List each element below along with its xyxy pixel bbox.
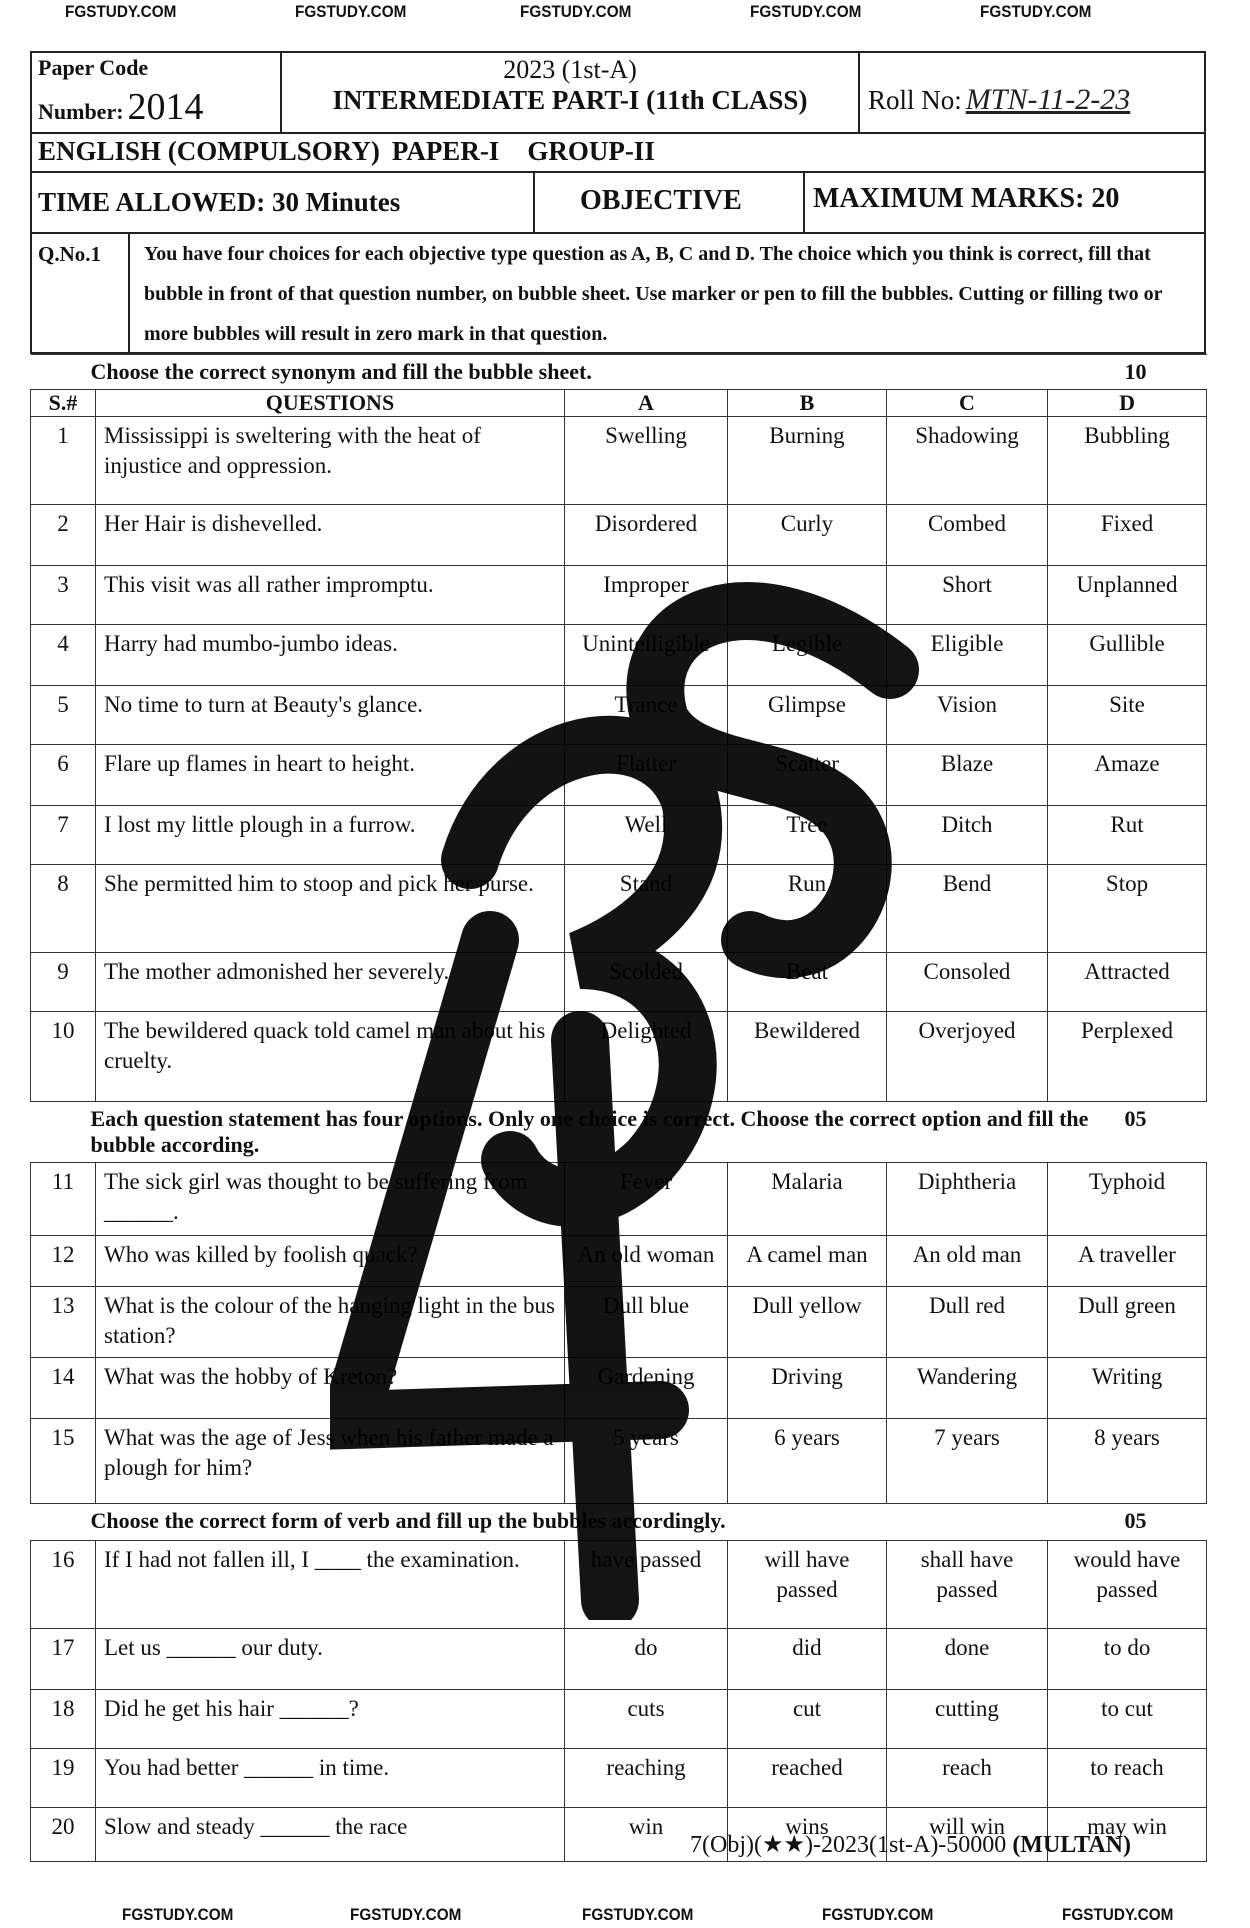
section-header — [31, 1504, 1207, 1541]
column-header: B — [728, 390, 887, 417]
marks-box — [805, 173, 1206, 234]
question-number: 9 — [31, 953, 96, 1012]
section-header — [31, 1102, 1207, 1163]
table-row — [31, 1690, 1207, 1749]
option-a: 5 years — [565, 1419, 728, 1504]
option-d: Dull green — [1048, 1287, 1207, 1358]
option-b — [728, 566, 887, 625]
option-a: win — [565, 1808, 728, 1862]
section-title-cell — [31, 1504, 1207, 1541]
option-d: Gullible — [1048, 625, 1207, 686]
table-row — [31, 1419, 1207, 1504]
option-d: to do — [1048, 1629, 1207, 1690]
option-c: Ditch — [887, 806, 1048, 865]
roll-value[interactable]: MTN-11-2-23 — [965, 83, 1131, 116]
question-text: Harry had mumbo-jumbo ideas. — [96, 625, 565, 686]
section-title-cell — [31, 355, 1207, 390]
question-text: Her Hair is dishevelled. — [96, 505, 565, 566]
question-number: 14 — [31, 1358, 96, 1419]
watermark: FGSTUDY.COM — [295, 2, 407, 21]
roll-box — [860, 51, 1206, 134]
option-c: Overjoyed — [887, 1012, 1048, 1102]
option-a: Scolded — [565, 953, 728, 1012]
watermark: FGSTUDY.COM — [65, 2, 177, 21]
option-b: Malaria — [728, 1163, 887, 1236]
section-marks: 05 — [1124, 1508, 1147, 1533]
question-number: 3 — [31, 566, 96, 625]
question-text: If I had not fallen ill, I ____ the examination. — [96, 1541, 565, 1629]
table-row — [31, 505, 1207, 566]
option-a: Trance — [565, 686, 728, 745]
option-b: reached — [728, 1749, 887, 1808]
watermark: FGSTUDY.COM — [750, 2, 862, 21]
option-b: wins — [728, 1808, 887, 1862]
option-b: 6 years — [728, 1419, 887, 1504]
type-box — [535, 173, 805, 234]
question-number: 8 — [31, 865, 96, 953]
option-b: Beat — [728, 953, 887, 1012]
option-c: reach — [887, 1749, 1048, 1808]
option-b: Burning — [728, 417, 887, 505]
option-c: Consoled — [887, 953, 1048, 1012]
paper-type: OBJECTIVE — [580, 185, 742, 216]
option-c: Eligible — [887, 625, 1048, 686]
option-a: An old woman — [565, 1236, 728, 1287]
question-number: 5 — [31, 686, 96, 745]
question-number: 2 — [31, 505, 96, 566]
watermark: FGSTUDY.COM — [122, 1905, 234, 1924]
option-a: Well — [565, 806, 728, 865]
option-c: Short — [887, 566, 1048, 625]
question-number: 1 — [31, 417, 96, 505]
paper-footer-code: 7(Obj)(★★)-2023(1st-A)-50000 — [690, 1832, 1007, 1858]
question-text: She permitted him to stoop and pick her purse. — [96, 865, 565, 953]
time-box — [30, 173, 535, 234]
question-number: 15 — [31, 1419, 96, 1504]
table-row — [31, 1012, 1207, 1102]
table-row — [31, 1541, 1207, 1629]
option-d: Bubbling — [1048, 417, 1207, 505]
table-row — [31, 953, 1207, 1012]
option-d: Typhoid — [1048, 1163, 1207, 1236]
table-row — [31, 625, 1207, 686]
option-a: do — [565, 1629, 728, 1690]
option-b: Driving — [728, 1358, 887, 1419]
option-b: Bewildered — [728, 1012, 887, 1102]
exam-title: INTERMEDIATE PART-I (11th CLASS) — [332, 85, 808, 115]
table-row — [31, 806, 1207, 865]
number-label: Number: — [38, 99, 124, 124]
column-headers — [31, 390, 1207, 417]
table-row — [31, 865, 1207, 953]
question-text: I lost my little plough in a furrow. — [96, 806, 565, 865]
option-b: Run — [728, 865, 887, 953]
question-text: Slow and steady ______ the race — [96, 1808, 565, 1862]
option-b: A camel man — [728, 1236, 887, 1287]
watermark: FGSTUDY.COM — [822, 1905, 934, 1924]
option-a: Disordered — [565, 505, 728, 566]
question-number: 10 — [31, 1012, 96, 1102]
option-c: cutting — [887, 1690, 1048, 1749]
option-b: Tree — [728, 806, 887, 865]
question-number: 7 — [31, 806, 96, 865]
table-row — [31, 566, 1207, 625]
option-d: to cut — [1048, 1690, 1207, 1749]
option-d: Writing — [1048, 1358, 1207, 1419]
option-a: Fever — [565, 1163, 728, 1236]
option-a: Flatter — [565, 745, 728, 806]
table-row — [31, 1163, 1207, 1236]
qno-box — [30, 234, 130, 354]
option-c: Vision — [887, 686, 1048, 745]
option-c: will win — [887, 1808, 1048, 1862]
option-a: Dull blue — [565, 1287, 728, 1358]
option-c: An old man — [887, 1236, 1048, 1287]
option-b: Glimpse — [728, 686, 887, 745]
question-number: 13 — [31, 1287, 96, 1358]
section-title-cell — [31, 1102, 1207, 1163]
option-a: reaching — [565, 1749, 728, 1808]
option-d: A traveller — [1048, 1236, 1207, 1287]
option-b: Curly — [728, 505, 887, 566]
watermark: FGSTUDY.COM — [582, 1905, 694, 1924]
section-title: Each question statement has four options. Only one choice is correct. Choose the correct option and fill the bubble according. — [90, 1106, 1089, 1157]
option-b: cut — [728, 1690, 887, 1749]
option-c: Wandering — [887, 1358, 1048, 1419]
option-c: shall have passed — [887, 1541, 1048, 1629]
question-text: What was the age of Jess when his father made a plough for him? — [96, 1419, 565, 1504]
column-header: A — [565, 390, 728, 417]
option-d: Amaze — [1048, 745, 1207, 806]
watermark: FGSTUDY.COM — [350, 1905, 462, 1924]
question-text: Who was killed by foolish quack? — [96, 1236, 565, 1287]
table-row — [31, 1358, 1207, 1419]
option-a: Unintelligible — [565, 625, 728, 686]
option-d: Site — [1048, 686, 1207, 745]
paper-code-box — [30, 51, 282, 134]
option-c: done — [887, 1629, 1048, 1690]
option-b: did — [728, 1629, 887, 1690]
section-title: Choose the correct form of verb and fill up the bubbles accordingly. — [90, 1508, 726, 1533]
question-text: What was the hobby of Kreton? — [96, 1358, 565, 1419]
column-header: D — [1048, 390, 1207, 417]
option-c: Blaze — [887, 745, 1048, 806]
question-text: This visit was all rather impromptu. — [96, 566, 565, 625]
footer-code — [690, 1830, 1131, 1859]
option-c: 7 years — [887, 1419, 1048, 1504]
column-header: S.# — [31, 390, 96, 417]
question-number: 16 — [31, 1541, 96, 1629]
option-d: 8 years — [1048, 1419, 1207, 1504]
subject: ENGLISH (COMPULSORY) — [38, 136, 380, 166]
option-d: Rut — [1048, 806, 1207, 865]
table-row — [31, 1749, 1207, 1808]
option-d: to reach — [1048, 1749, 1207, 1808]
question-text: No time to turn at Beauty's glance. — [96, 686, 565, 745]
question-number: 17 — [31, 1629, 96, 1690]
paper-code: 2014 — [127, 86, 204, 128]
option-c: Combed — [887, 505, 1048, 566]
question-text: Mississippi is sweltering with the heat of injustice and oppression. — [96, 417, 565, 505]
option-a: Delighted — [565, 1012, 728, 1102]
option-b: Scatter — [728, 745, 887, 806]
table-row — [31, 417, 1207, 505]
section-header — [31, 355, 1207, 390]
question-number: 20 — [31, 1808, 96, 1862]
group: GROUP-II — [527, 136, 655, 166]
subject-row — [30, 134, 1206, 173]
column-header: QUESTIONS — [96, 390, 565, 417]
option-c: Dull red — [887, 1287, 1048, 1358]
question-text: The mother admonished her severely. — [96, 953, 565, 1012]
option-a: Gardening — [565, 1358, 728, 1419]
question-number: 18 — [31, 1690, 96, 1749]
option-d: Unplanned — [1048, 566, 1207, 625]
question-text: Let us ______ our duty. — [96, 1629, 565, 1690]
footer-city: (MULTAN) — [1012, 1832, 1131, 1858]
watermark: FGSTUDY.COM — [520, 2, 632, 21]
section-marks: 05 — [1124, 1106, 1147, 1131]
table-row — [31, 1629, 1207, 1690]
column-header: C — [887, 390, 1048, 417]
roll-label: Roll No: — [868, 85, 962, 115]
option-d: would have passed — [1048, 1541, 1207, 1629]
section-title: Choose the correct synonym and fill the bubble sheet. — [90, 359, 592, 384]
title-box — [282, 51, 860, 134]
option-c: Bend — [887, 865, 1048, 953]
option-a: have passed — [565, 1541, 728, 1629]
option-b: Legible — [728, 625, 887, 686]
question-number: 6 — [31, 745, 96, 806]
option-d: Perplexed — [1048, 1012, 1207, 1102]
option-d: Stop — [1048, 865, 1207, 953]
option-b: Dull yellow — [728, 1287, 887, 1358]
maximum-marks: MAXIMUM MARKS: 20 — [813, 183, 1120, 214]
question-text: The bewildered quack told camel man about his cruelty. — [96, 1012, 565, 1102]
section-marks: 10 — [1124, 359, 1147, 384]
paper-code-label: Paper Code — [38, 55, 149, 80]
question-number: 11 — [31, 1163, 96, 1236]
table-row — [31, 686, 1207, 745]
question-number: 12 — [31, 1236, 96, 1287]
question-text: What is the colour of the hanging light in the bus station? — [96, 1287, 565, 1358]
question-number: 19 — [31, 1749, 96, 1808]
option-d: may win — [1048, 1808, 1207, 1862]
option-b: will have passed — [728, 1541, 887, 1629]
questions-table — [30, 354, 1207, 1862]
watermark: FGSTUDY.COM — [980, 2, 1092, 21]
option-a: Stand — [565, 865, 728, 953]
paper-number: PAPER-I — [391, 136, 500, 166]
option-d: Fixed — [1048, 505, 1207, 566]
question-number: Q.No.1 — [38, 242, 101, 266]
option-a: Swelling — [565, 417, 728, 505]
table-row — [31, 1236, 1207, 1287]
table-row — [31, 1287, 1207, 1358]
option-c: Diphtheria — [887, 1163, 1048, 1236]
question-text: Did he get his hair ______? — [96, 1690, 565, 1749]
instructions: You have four choices for each objective type question as A, B, C and D. The choice which you think is correct, fill that bubble in front of that question number, on bubble sheet. Use marker or pen to fill the bubbles. Cutting or filling two or more bubbles will result in zero mark in that question. — [130, 234, 1206, 354]
watermark: FGSTUDY.COM — [1062, 1905, 1174, 1924]
question-text: Flare up flames in heart to height. — [96, 745, 565, 806]
question-text: The sick girl was thought to be suffering from ______. — [96, 1163, 565, 1236]
option-a: cuts — [565, 1690, 728, 1749]
option-a: Improper — [565, 566, 728, 625]
exam-year: 2023 (1st-A) — [503, 55, 637, 84]
question-number: 4 — [31, 625, 96, 686]
question-text: You had better ______ in time. — [96, 1749, 565, 1808]
time-allowed: TIME ALLOWED: 30 Minutes — [38, 187, 401, 217]
option-d: Attracted — [1048, 953, 1207, 1012]
option-c: Shadowing — [887, 417, 1048, 505]
table-row — [31, 745, 1207, 806]
